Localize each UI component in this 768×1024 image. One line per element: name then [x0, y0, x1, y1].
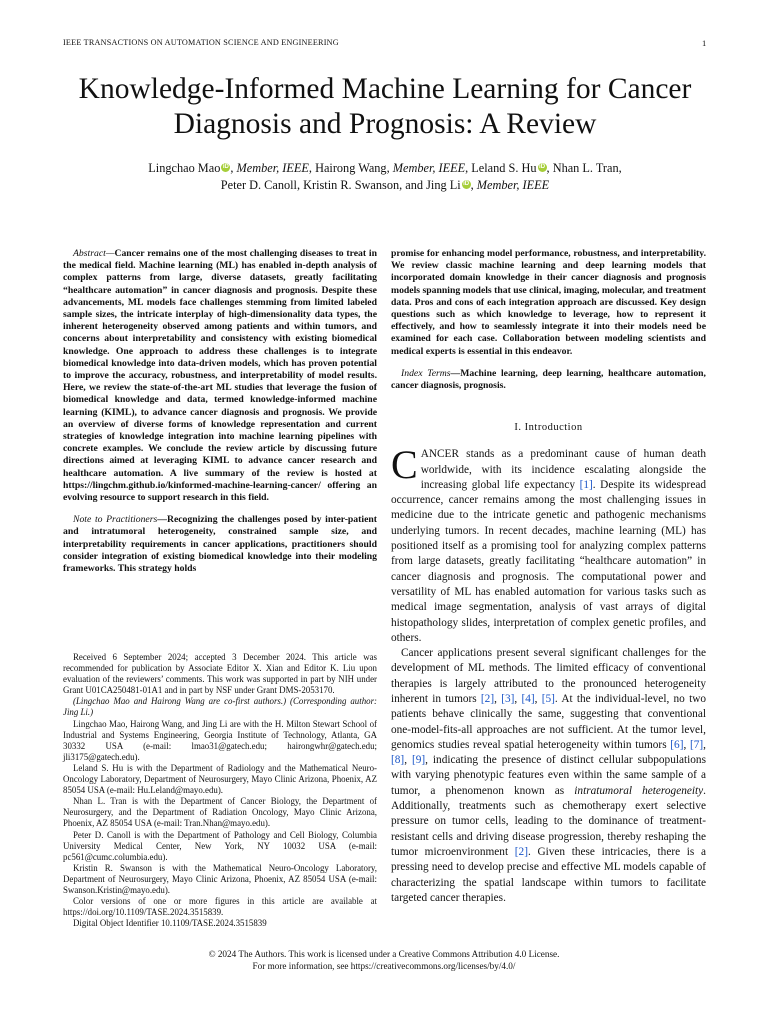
footnotes	[63, 652, 377, 929]
practitioners-paragraph: Note to Practitioners—Recognizing the challenges posed by inter-patient and intratumoral heterogeneity, constrained sample size, and interpretability requirements in cancer applications, practitioners should consider integration of existing biomedical knowledge into their modeling frameworks. This strategy holds	[63, 514, 377, 575]
page-number: 1	[702, 38, 707, 48]
practitioners-continued: promise for enhancing model performance, robustness, and interpretability. We review classic machine learning and deep learning models that incorporated domain knowledge in their cancer diagnosis and prognosis models spanning models that use clinical, imaging, molecular, and treatment data. Pros and cons of each integration approach are discussed. Key design questions such as which knowledge to leverage, how to represent it effectively, and how to seamlessly integrate it into their models need be examined for each case. Collaboration between modeling scientists and medical experts is essential in this endeavor.	[391, 248, 706, 357]
note-affiliation: Leland S. Hu is with the Department of Radiology and the Mathematical Neuro-Oncology Laboratory, Department of Neurosurgery, Mayo Clinic Arizona, Phoenix, AZ 85054 USA (e-mail: Hu.Leland@mayo.edu).	[63, 762, 377, 796]
author-name: Hairong Wang	[315, 161, 387, 175]
citation-link[interactable]: [4]	[521, 692, 535, 705]
author-affil-tag: Member, IEEE	[476, 178, 550, 192]
note-affiliation: Nhan L. Tran is with the Department of Cancer Biology, the Department of Neurosurgery, and the Department of Radiation Oncology, Mayo Clinic Arizona, Phoenix, AZ 85054 USA (e-mail: Tran.Nhan@mayo.edu).	[63, 796, 377, 829]
introduction-body	[391, 442, 707, 906]
citation-link[interactable]: [2]	[514, 845, 528, 858]
index-terms-label: Index Terms	[401, 367, 451, 379]
paper-title: Knowledge-Informed Machine Learning for Cancer Diagnosis and Prognosis: A Review	[78, 73, 692, 140]
author-affil-tag: Member, IEEE	[392, 161, 466, 175]
author-affil-tag: Member, IEEE	[236, 161, 309, 175]
citation-link[interactable]: [1]	[579, 478, 593, 491]
index-terms: Index Terms—Machine learning, deep learning, healthcare automation, cancer diagnosis, prognosis.	[391, 367, 706, 392]
intro-paragraph: Cancer applications present several significant challenges for the development of ML methods. The limited efficacy of conventional therapies is largely attributed to the pronounced heterogeneity inherent in tumors [2], [3], [4], [5]. At the individual-level, no two patients behave clinically the same, suggesting that conventional one-model-fits-all approaches are not sufficient. At the tumor level, genomics studies reveal spatial heterogeneity within tumors [6], [7], [8], [9], indicating the presence of distinct cellular subpopulations with varying phenotypic features even within the same sample of a tumor, a phenomenon known as intratumoral heterogeneity. Additionally, treatments such as chemotherapy exert selective pressure on tumor cells, leading to the dominance of treatment-resistant cells and driving disease progression, thereby reshaping the tumor microenvironment [2]. Given these intricacies, there is a pressing need to develop precise and effective ML models capable of characterizing the spatial landscape within tumors to facilitate targeted cancer therapies.	[391, 647, 707, 904]
note-affiliation: Peter D. Canoll is with the Department of Pathology and Cell Biology, Columbia University Medical Center, New York, NY 10032 USA (e-mail: pc561@cumc.columbia.edu).	[63, 829, 377, 862]
citation-link[interactable]: [6]	[670, 738, 684, 751]
author-name: Nhan L. Tran	[552, 161, 619, 175]
author-name: Leland S. Hu	[471, 161, 537, 175]
section-heading-introduction: I. Introduction	[514, 422, 583, 434]
right-column	[391, 248, 706, 906]
note-affiliation: Lingchao Mao, Hairong Wang, and Jing Li are with the H. Milton Stewart School of Industrial and Systems Engineering, Georgia Institute of Technology, Atlanta, GA 30332 USA (e-mail: lmao31@gatech.edu; hairongwhr@gatech.edu; jli3175@gatech.edu).	[63, 718, 377, 762]
orcid-icon[interactable]: iD	[539, 164, 546, 170]
author-list: Lingchao Mao iD , Member, IEEE, Hairong Wang, Member, IEEE, Leland S. Hu iD , Nhan L. Tran, Peter D. Canoll, Kristin R. Swanson, and Jing Li iD , Member, IEEE	[148, 161, 622, 192]
license-link-line[interactable]: For more information, see https://creativecommons.org/licenses/by/4.0/	[252, 961, 516, 971]
note-affiliation: Kristin R. Swanson is with the Mathematical Neuro-Oncology Laboratory, Department of Neurosurgery, Mayo Clinic Arizona, Phoenix, AZ 85054 USA (e-mail: Swanson.Kristin@mayo.edu).	[63, 862, 377, 895]
citation-link[interactable]: [2]	[480, 692, 495, 705]
note-doi: Digital Object Identifier 10.1109/TASE.2024.3515839	[73, 918, 267, 929]
author-name: Jing Li	[426, 178, 461, 192]
orcid-icon[interactable]: iD	[463, 181, 470, 187]
author-name: Kristin R. Swanson	[303, 178, 400, 192]
abstract-label: Abstract	[73, 248, 106, 259]
citation-link[interactable]: [3]	[501, 692, 515, 705]
note-cofirst: (Lingchao Mao and Hairong Wang are co-first authors.) (Corresponding author: Jing Li.)	[63, 696, 377, 718]
citation-link[interactable]: [8]	[391, 754, 405, 767]
license-footer	[0, 948, 768, 972]
drop-cap: C	[391, 442, 418, 488]
note-received: Received 6 September 2024; accepted 3 December 2024. This article was recommended for publication by Associate Editor X. Xian and Editor K. Liu upon evaluation of the reviewers’ comments. This work was supported in part by NIH under Grant U01CA250481-01A1 and in part by NSF under Grant DMS-2053170.	[63, 652, 377, 696]
citation-link[interactable]: [5]	[541, 692, 555, 705]
abstract-paragraph: Abstract—Cancer remains one of the most challenging diseases to treat in the medical field. Machine learning (ML) has enabled in-depth analysis of complex patterns from large, diverse datasets, greatly facilitating “healthcare automation” in cancer diagnosis and prognosis. Despite these advancements, ML models face challenges stemming from limited labeled sample sizes, the intricate interplay of high-dimensionality data types, the inherent heterogeneity observed among patients and within tumors, and concerns about interpretability and consistency with existing biomedical knowledge. One approach to address these challenges is to integrate biomedical knowledge into data-driven models, which has proven potential to improve the accuracy, robustness, and interpretability of model results. Here, we review the state-of-the-art ML studies that leverage the fusion of biomedical knowledge and data, termed knowledge-informed machine learning (KIML), to advance cancer diagnosis and prognosis. We provide an overview of diverse forms of knowledge representation and current strategies of knowledge integration into machine learning pipelines with concrete examples. We conclude the review article by discussing future directions aimed at leveraging KIML to advance cancer research and healthcare automation. A live summary of the review is hosted at https://lingchm.github.io/kinformed-machine-learning-cancer/ offering an evolving resource to support research in this field.	[63, 248, 377, 504]
license-line: © 2024 The Authors. This work is licensed under a Creative Commons Attribution 4.0 License.	[208, 949, 560, 959]
citation-link[interactable]: [9]	[411, 754, 426, 767]
author-name: Peter D. Canoll	[220, 178, 297, 192]
practitioners-label: Note to Practitioners	[73, 514, 158, 526]
orcid-icon[interactable]: iD	[222, 164, 229, 170]
intro-paragraph: CANCER stands as a predominant cause of human death worldwide, with its incidence escalating alongside the increasing global life expectancy [1]. Despite its widespread occurrence, cancer remains among the most challenging issues in medicine due to the intricate genetic and pathogenic mechanisms underlying tumors. In recent decades, machine learning (ML) has positioned itself as a promising tool for analyzing complex patterns from large datasets, greatly facilitating “healthcare automation” in cancer diagnosis and prognosis. The computational power and versatility of ML has enabled automation for various tasks such as medical image segmentation, analysis of vast arrays of digital histopathology slides, interpretation of complex genetic profiles, and others.	[391, 442, 706, 644]
author-name: Lingchao Mao	[148, 161, 221, 175]
citation-link[interactable]: [7]	[689, 738, 704, 751]
abstract-left	[63, 248, 377, 585]
note-color-versions: Color versions of one or more figures in this article are available at https://doi.org/10.1109/TASE.2024.3515839.	[63, 896, 377, 918]
running-head: IEEE TRANSACTIONS ON AUTOMATION SCIENCE AND ENGINEERING	[63, 38, 339, 47]
